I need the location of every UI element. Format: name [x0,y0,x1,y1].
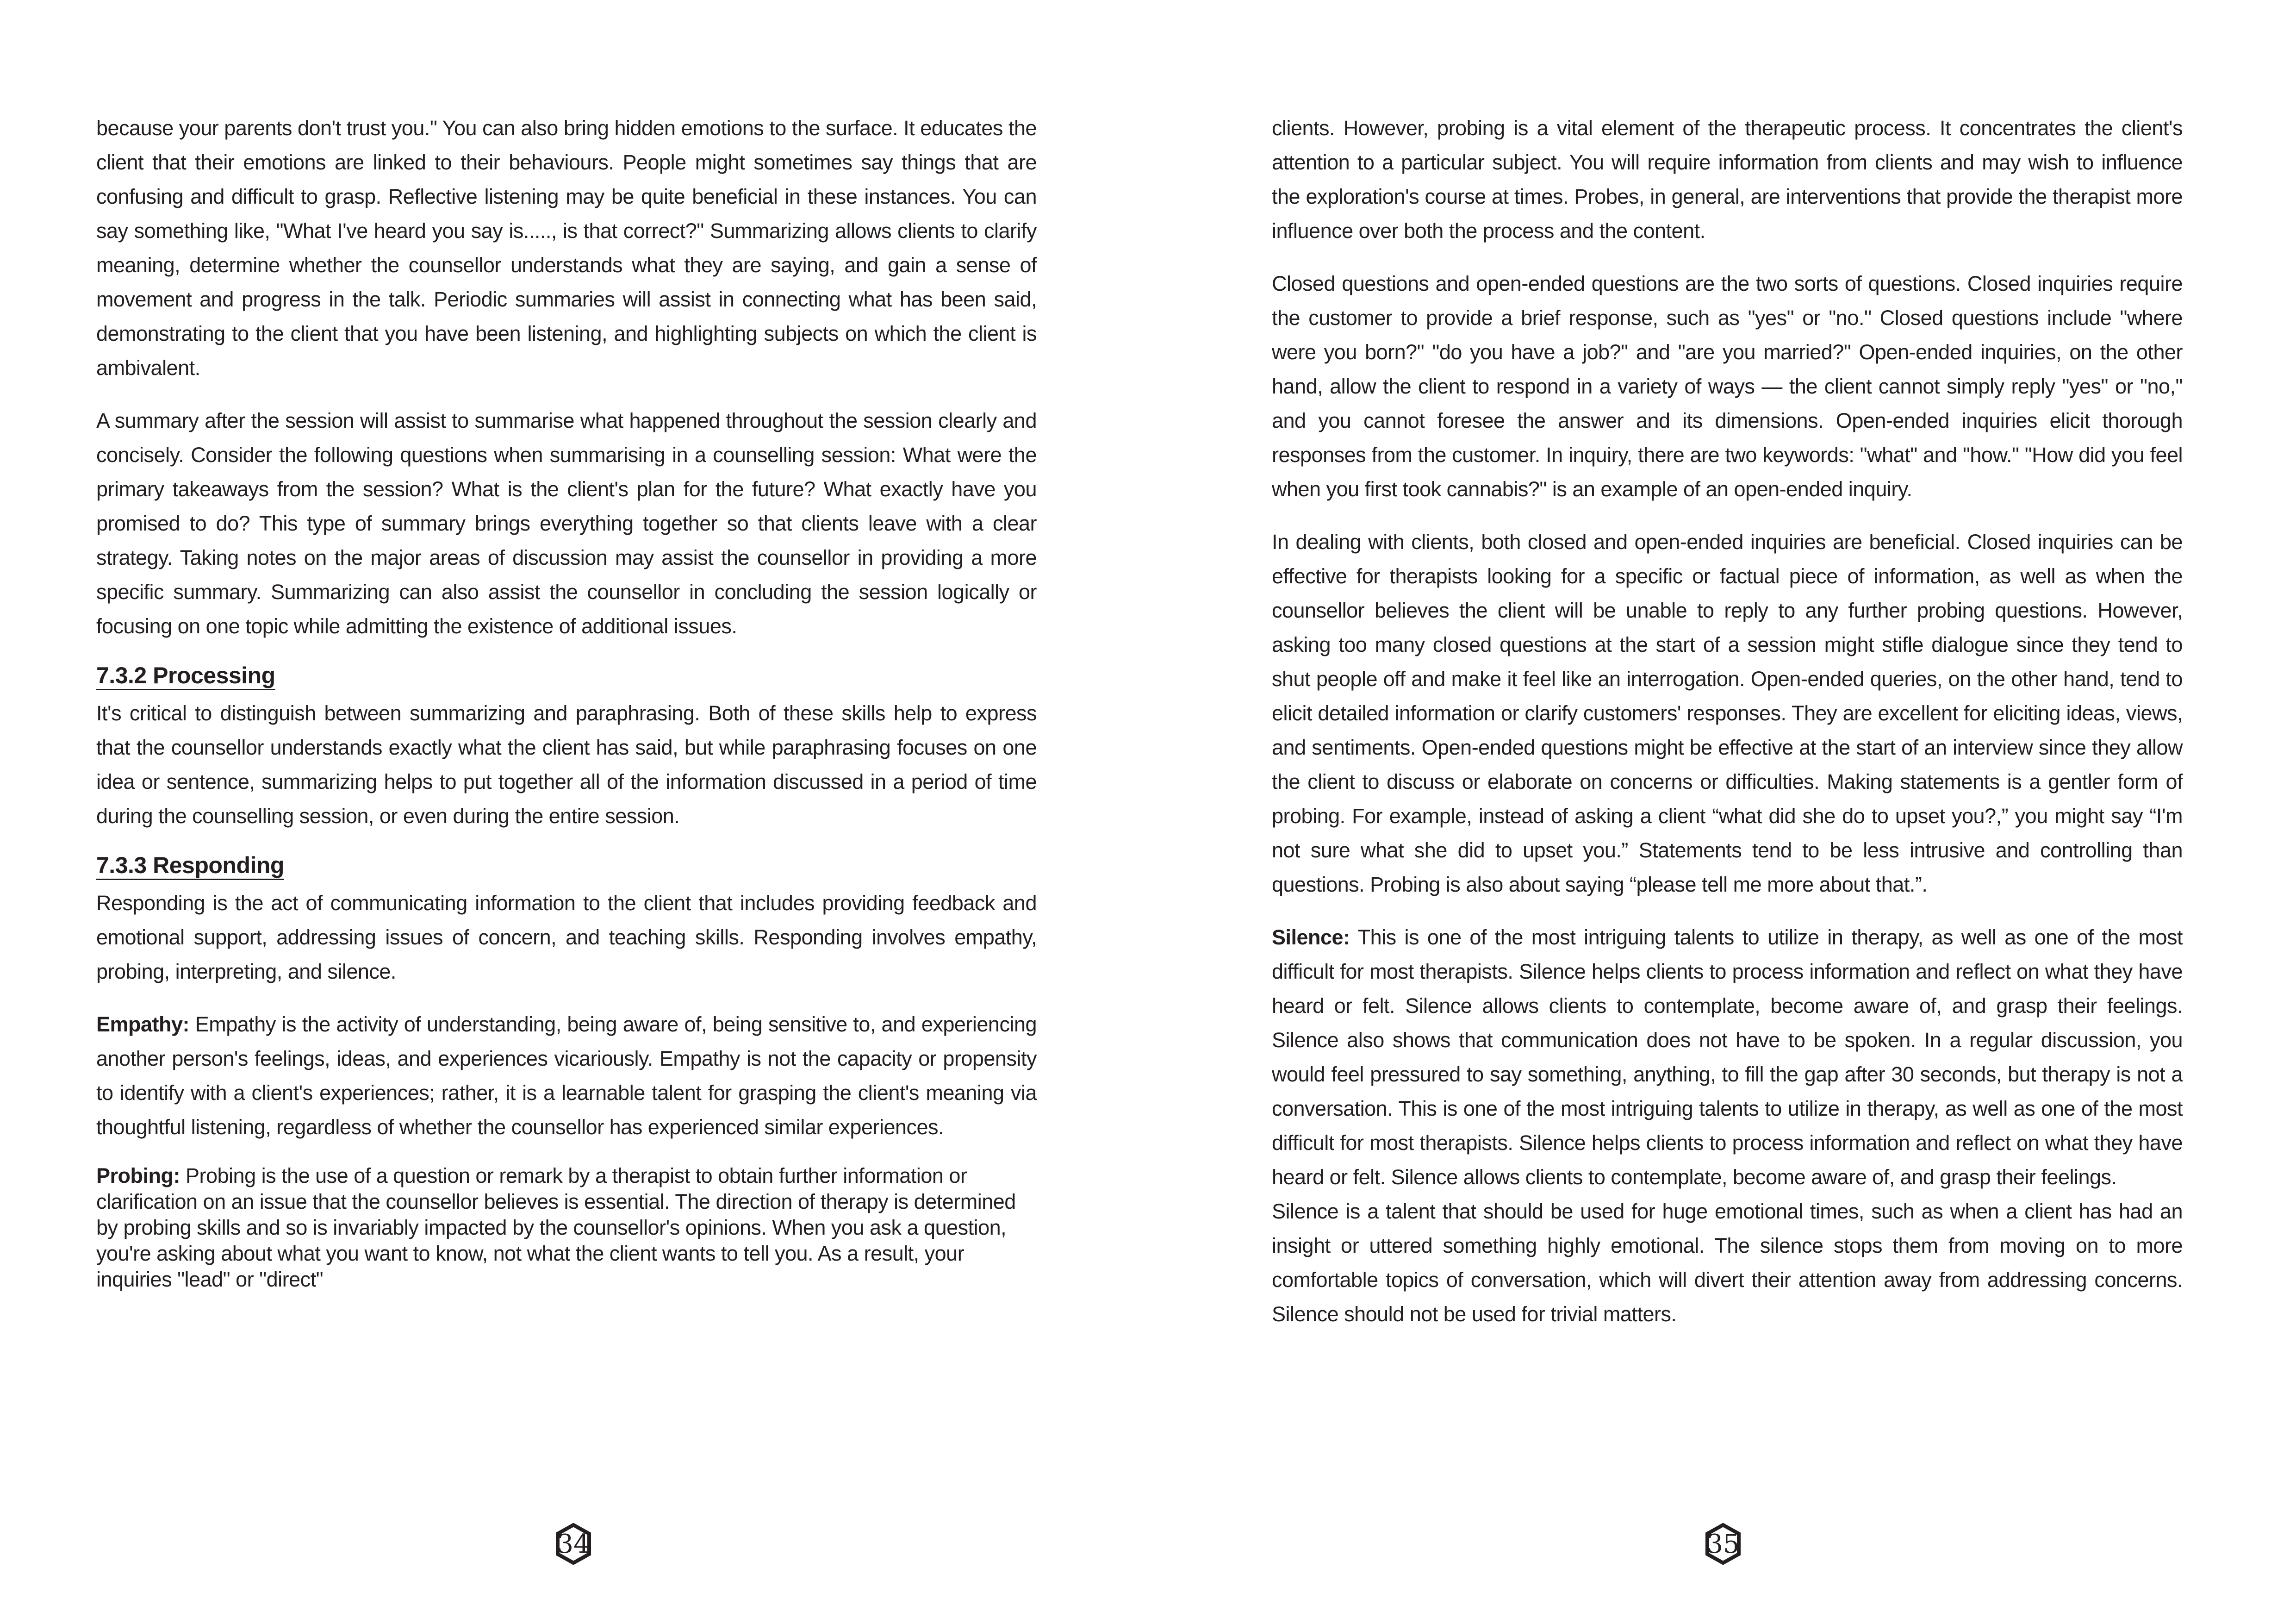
paragraph-dealing-with-clients: In dealing with clients, both closed and open-ended inquiries are beneficial. Closed inquiries can be effective for therapists looking for a specific or factual piece of information, as well as when the counsellor believes the client will be unable to reply to any further probing questions. However, asking too many closed questions at the start of a session might stifle dialogue since they tend to shut people off and make it feel like an interrogation. Open-ended queries, on the other hand, tend to elicit detailed information or clarify customers' responses. They are excellent for eliciting ideas, views, and sentiments. Open-ended questions might be effective at the start of an interview since they allow the client to discuss or elaborate on concerns or difficulties. Making statements is a gentler form of probing. For example, instead of asking a client “what did she do to upset you?,” you might say “I'm not sure what she did to upset you.” Statements tend to be less intrusive and controlling than questions. Probing is also about saying “please tell me more about that.”. [1272,530,2183,896]
page-number-left: 34 [557,1529,590,1559]
left-page-column [96,111,1037,1293]
paragraph-probing [96,1163,1037,1293]
silence-label: Silence: [1272,925,1350,949]
section-heading-responding: 7.3.3 Responding [96,852,284,878]
page-number-badge-left [555,1523,591,1565]
section-heading-processing: 7.3.2 Processing [96,662,275,688]
paragraph-reflective-listening: because your parents don't trust you." You can also bring hidden emotions to the surface. It educates the client that their emotions are linked to their behaviours. People might sometimes say things that are confusing and difficult to grasp. Reflective listening may be quite beneficial in these instances. You can say something like, "What I've heard you say is....., is that correct?" Summarizing allows clients to clarify meaning, determine whether the counsellor understands what they are saying, and gain a sense of movement and progress in the talk. Periodic summaries will assist in connecting what has been said, demonstrating to the client that you have been listening, and highlighting subjects on which the client is ambivalent. [96,116,1037,380]
paragraph-responding: Responding is the act of communicating information to the client that includes providing feedback and emotional support, addressing issues of concern, and teaching skills. Responding involves empathy, probing, interpreting, and silence. [96,891,1037,983]
page-number-right: 35 [1706,1529,1740,1559]
right-page-column [1272,111,2183,1331]
page-number-badge-right [1705,1523,1741,1565]
paragraph-closed-open-questions: Closed questions and open-ended questions are the two sorts of questions. Closed inquiries require the customer to provide a brief response, such as "yes" or "no." Closed questions include "where were you born?" "do you have a job?" and "are you married?" Open-ended inquiries, on the other hand, allow the client to respond in a variety of ways — the client cannot simply reply "yes" or "no," and you cannot foresee the answer and its dimensions. Open-ended inquiries elicit thorough responses from the customer. In inquiry, there are two keywords: "what" and "how." "How did you feel when you first took cannabis?" is an example of an open-ended inquiry. [1272,272,2183,501]
probing-text: Probing is the use of a question or remark by a therapist to obtain further information or clarification on an issue that the counsellor believes is essential. The direction of therapy is determined by probing skills and so is invariably impacted by the counsellor's opinions. When you ask a question, you're asking about what you want to know, not what the client wants to tell you. As a result, your inquiries "lead" or "direct" [96,1164,1016,1291]
paragraph-processing: It's critical to distinguish between summarizing and paraphrasing. Both of these skills help to express that the counsellor understands exactly what the client has said, but while paraphrasing focuses on one idea or sentence, summarizing helps to put together all of the information discussed in a period of time during the counselling session, or even during the entire session. [96,701,1037,828]
silence-text: This is one of the most intriguing talents to utilize in therapy, as well as one of the most difficult for most therapists. Silence helps clients to process information and reflect on what they have heard or felt. Silence allows clients to contemplate, become aware of, and grasp their feelings. Silence also shows that communication does not have to be spoken. In a regular discussion, you would feel pressured to say something, anything, to fill the gap after 30 seconds, but therapy is not a conversation. This is one of the most intriguing talents to utilize in therapy, as well as one of the most difficult for most therapists. Silence helps clients to process information and reflect on what they have heard or felt. Silence allows clients to contemplate, become aware of, and grasp their feelings. [1272,925,2183,1189]
paragraph-empathy [96,1007,1037,1144]
paragraph-silence-talent: Silence is a talent that should be used for huge emotional times, such as when a client has had an insight or uttered something highly emotional. The silence stops them from moving on to more comfortable topics of conversation, which will divert their attention away from addressing concerns. Silence should not be used for trivial matters. [1272,1199,2183,1326]
paragraph-silence [1272,920,2183,1194]
probing-label: Probing: [96,1164,180,1187]
paragraph-summary-after-session: A summary after the session will assist to summarise what happened throughout the session clearly and concisely. Consider the following questions when summarising in a counselling session: What were the primary takeaways from the session? What is the client's plan for the future? What exactly have you promised to do? This type of summary brings everything together so that clients leave with a clear strategy. Taking notes on the major areas of discussion may assist the counsellor in providing a more specific summary. Summarizing can also assist the counsellor in concluding the session logically or focusing on one topic while admitting the existence of additional issues. [96,409,1037,638]
empathy-text: Empathy is the activity of understanding, being aware of, being sensitive to, and experiencing another person's feelings, ideas, and experiences vicariously. Empathy is not the capacity or propensity to identify with a client's experiences; rather, it is a learnable talent for grasping the client's meaning via thoughtful listening, regardless of whether the counsellor has experienced similar experiences. [96,1012,1037,1139]
paragraph-probing-continuation: clients. However, probing is a vital element of the therapeutic process. It concentrates the client's attention to a particular subject. You will require information from clients and may wish to influence the exploration's course at times. Probes, in general, are interventions that provide the therapist more influence over both the process and the content. [1272,116,2183,243]
empathy-label: Empathy: [96,1012,190,1036]
